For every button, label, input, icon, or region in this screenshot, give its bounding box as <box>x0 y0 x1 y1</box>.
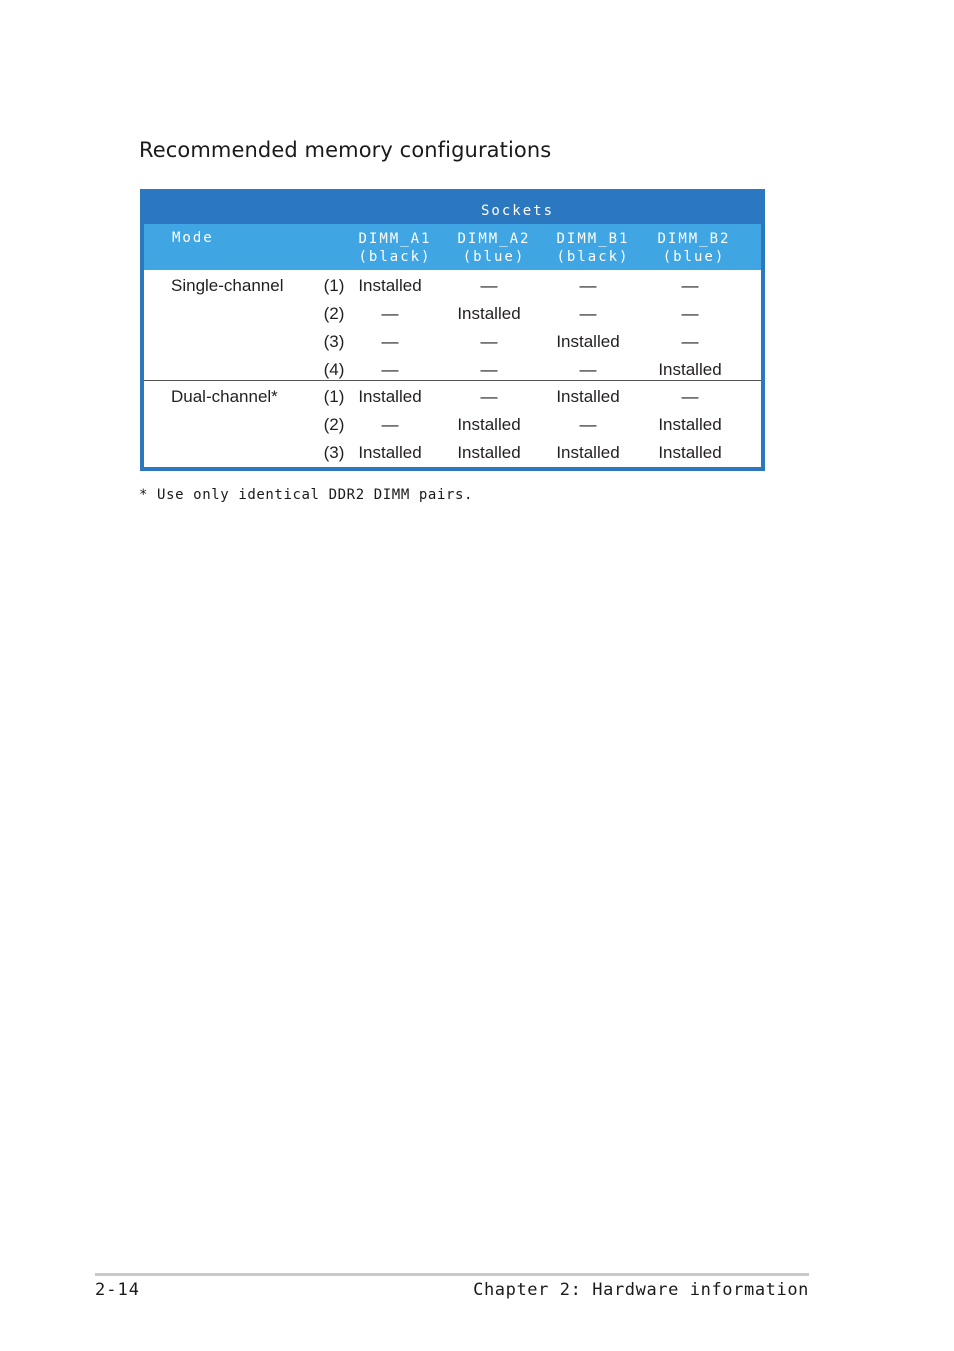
mode-single-channel: Single-channel <box>171 276 284 295</box>
table-cell: Installed <box>358 276 422 295</box>
chapter-title: Chapter 2: Hardware information <box>473 1280 809 1300</box>
table-cell: Installed <box>658 443 722 462</box>
sockets-header: Sockets <box>481 203 555 219</box>
column-name: DIMM_A2 <box>457 231 531 247</box>
table-cell: — <box>381 360 399 379</box>
table-cell: Installed <box>358 387 422 406</box>
table-cell: — <box>579 304 597 323</box>
row-number: (4) <box>323 360 345 379</box>
section-title: Recommended memory configurations <box>139 138 552 162</box>
row-number: (3) <box>323 443 345 462</box>
table-cell: Installed <box>556 387 620 406</box>
table-cell: — <box>681 387 699 406</box>
column-header-dimm-a1 <box>347 230 443 266</box>
table-cell: Installed <box>457 304 521 323</box>
table-cell: — <box>579 360 597 379</box>
table-cell: Installed <box>457 443 521 462</box>
table-cell: — <box>480 276 498 295</box>
table-cell: Installed <box>658 415 722 434</box>
column-header-dimm-b1 <box>545 230 641 266</box>
group-divider <box>144 380 761 381</box>
row-number: (2) <box>323 415 345 434</box>
table-cell: — <box>381 332 399 351</box>
column-name: DIMM_B1 <box>556 231 630 247</box>
column-color: (blue) <box>462 249 526 265</box>
table-cell: — <box>480 332 498 351</box>
row-number: (3) <box>323 332 345 351</box>
table-cell: — <box>681 276 699 295</box>
table-header-sockets-band <box>144 193 761 224</box>
mode-header: Mode <box>172 230 214 246</box>
column-name: DIMM_B2 <box>657 231 731 247</box>
row-number: (2) <box>323 304 345 323</box>
mode-dual-channel: Dual-channel* <box>171 387 278 406</box>
memory-config-table <box>140 189 765 471</box>
column-header-dimm-b2 <box>646 230 742 266</box>
table-cell: — <box>381 415 399 434</box>
table-cell: — <box>681 304 699 323</box>
column-color: (black) <box>556 249 630 265</box>
table-cell: — <box>579 415 597 434</box>
column-header-dimm-a2 <box>446 230 542 266</box>
column-color: (black) <box>358 249 432 265</box>
page-number: 2-14 <box>95 1280 140 1300</box>
table-cell: Installed <box>658 360 722 379</box>
table-cell: Installed <box>556 443 620 462</box>
table-cell: — <box>381 304 399 323</box>
footnote: * Use only identical DDR2 DIMM pairs. <box>139 487 474 503</box>
table-cell: Installed <box>358 443 422 462</box>
table-cell: Installed <box>556 332 620 351</box>
row-number: (1) <box>323 387 345 406</box>
table-cell: Installed <box>457 415 521 434</box>
column-color: (blue) <box>662 249 726 265</box>
table-cell: — <box>681 332 699 351</box>
column-name: DIMM_A1 <box>358 231 432 247</box>
row-number: (1) <box>323 276 345 295</box>
table-cell: — <box>480 360 498 379</box>
table-cell: — <box>480 387 498 406</box>
footer-divider <box>95 1273 809 1276</box>
table-cell: — <box>579 276 597 295</box>
